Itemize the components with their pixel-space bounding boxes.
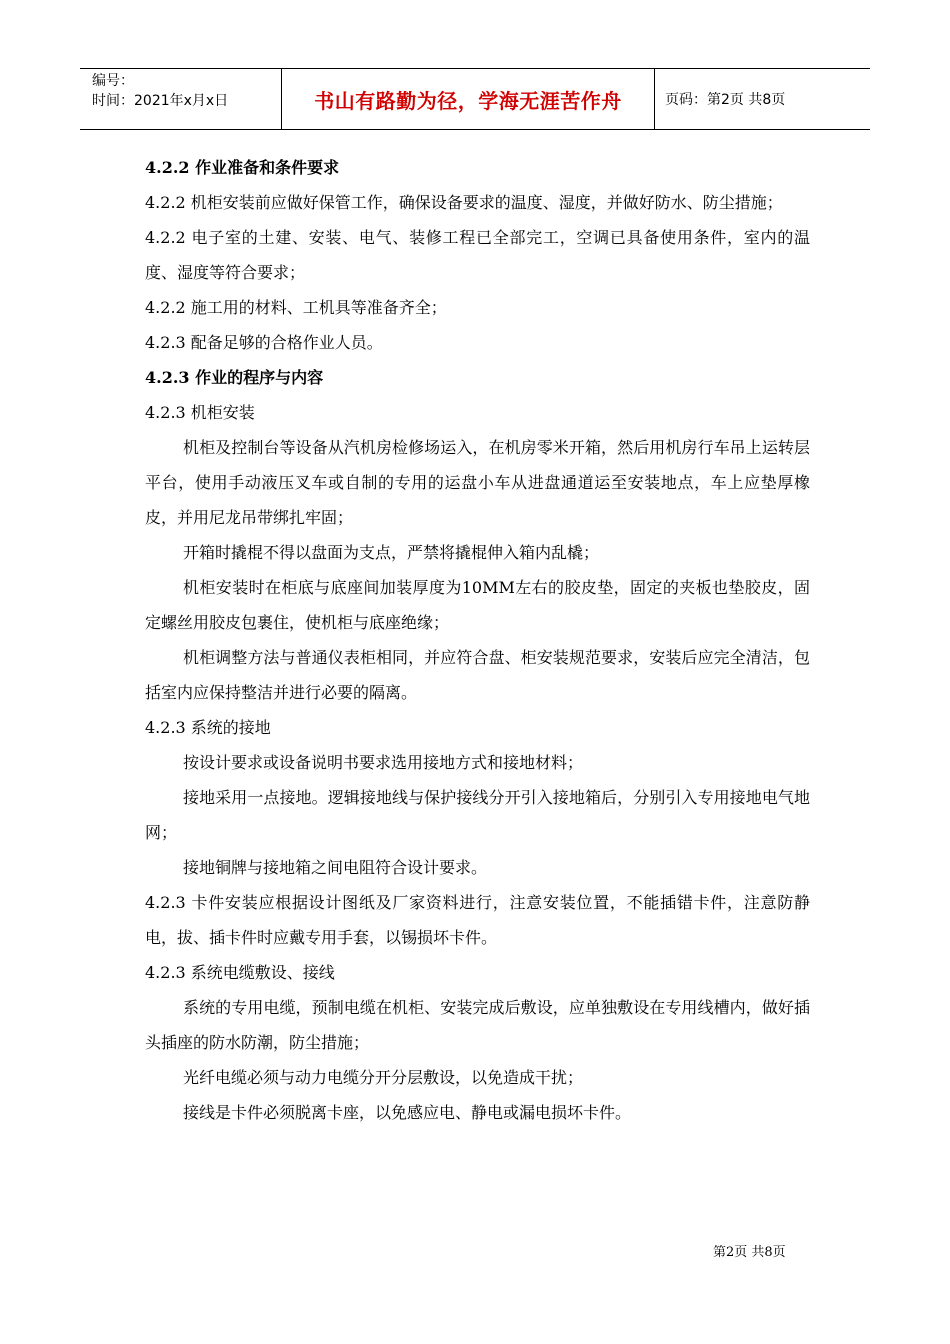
code-label: 编号：	[92, 73, 134, 89]
page-header	[80, 68, 870, 130]
paragraph: 4.2.3 配备足够的合格作业人员。	[145, 333, 383, 352]
header-meta	[80, 69, 281, 129]
section-heading: 4.2.2 作业准备和条件要求	[145, 158, 340, 177]
paragraph: 接线是卡件必须脱离卡座，以免感应电、静电或漏电损坏卡件。	[183, 1103, 632, 1122]
paragraph: 光纤电缆必须与动力电缆分开分层敷设，以免造成干扰；	[183, 1068, 584, 1087]
header-page-number: 页码：第2页 共8页	[665, 92, 786, 108]
paragraph: 机柜调整方法与普通仪表柜相同，并应符合盘、柜安装规范要求，安装后应完全清洁，包括室内应保持整洁并进行必要的隔离。	[145, 648, 810, 702]
date-label: 时间：2021年x月x日	[92, 93, 229, 109]
section-heading: 4.2.3 作业的程序与内容	[145, 368, 324, 387]
paragraph: 4.2.3 系统的接地	[145, 718, 271, 737]
page-footer: 第2页 共8页	[713, 1245, 786, 1260]
paragraph: 系统的专用电缆，预制电缆在机柜、安装完成后敷设，应单独敷设在专用线槽内，做好插头插座的防水防潮，防尘措施；	[145, 998, 810, 1052]
document-body	[145, 150, 810, 1130]
paragraph: 4.2.2 机柜安装前应做好保管工作，确保设备要求的温度、湿度，并做好防水、防尘措施；	[145, 193, 783, 212]
paragraph: 4.2.3 系统电缆敷设、接线	[145, 963, 335, 982]
paragraph: 4.2.3 卡件安装应根据设计图纸及厂家资料进行，注意安装位置，不能插错卡件，注意防静电，拔、插卡件时应戴专用手套，以锡损坏卡件。	[145, 893, 810, 947]
paragraph: 4.2.3 机柜安装	[145, 403, 255, 422]
paragraph: 4.2.2 施工用的材料、工机具等准备齐全；	[145, 298, 447, 317]
paragraph: 按设计要求或设备说明书要求选用接地方式和接地材料；	[183, 753, 584, 772]
paragraph: 机柜安装时在柜底与底座间加装厚度为10MM左右的胶皮垫，固定的夹板也垫胶皮，固定螺丝用胶皮包裹住，使机柜与底座绝缘；	[145, 578, 810, 632]
paragraph: 接地铜牌与接地箱之间电阻符合设计要求。	[183, 858, 488, 877]
header-motto: 书山有路勤为径，学海无涯苦作舟	[281, 69, 655, 129]
paragraph: 接地采用一点接地。逻辑接地线与保护接线分开引入接地箱后，分别引入专用接地电气地网；	[145, 788, 810, 842]
paragraph: 开箱时撬棍不得以盘面为支点，严禁将撬棍伸入箱内乱橇；	[183, 543, 600, 562]
paragraph: 4.2.2 电子室的土建、安装、电气、装修工程已全部完工，空调已具备使用条件，室内的温度、湿度等符合要求；	[145, 228, 810, 282]
paragraph: 机柜及控制台等设备从汽机房检修场运入，在机房零米开箱，然后用机房行车吊上运转层平台，使用手动液压叉车或自制的专用的运盘小车从进盘通道运至安装地点，车上应垫厚橡皮，并用尼龙吊带绑扎牢固；	[145, 438, 810, 527]
